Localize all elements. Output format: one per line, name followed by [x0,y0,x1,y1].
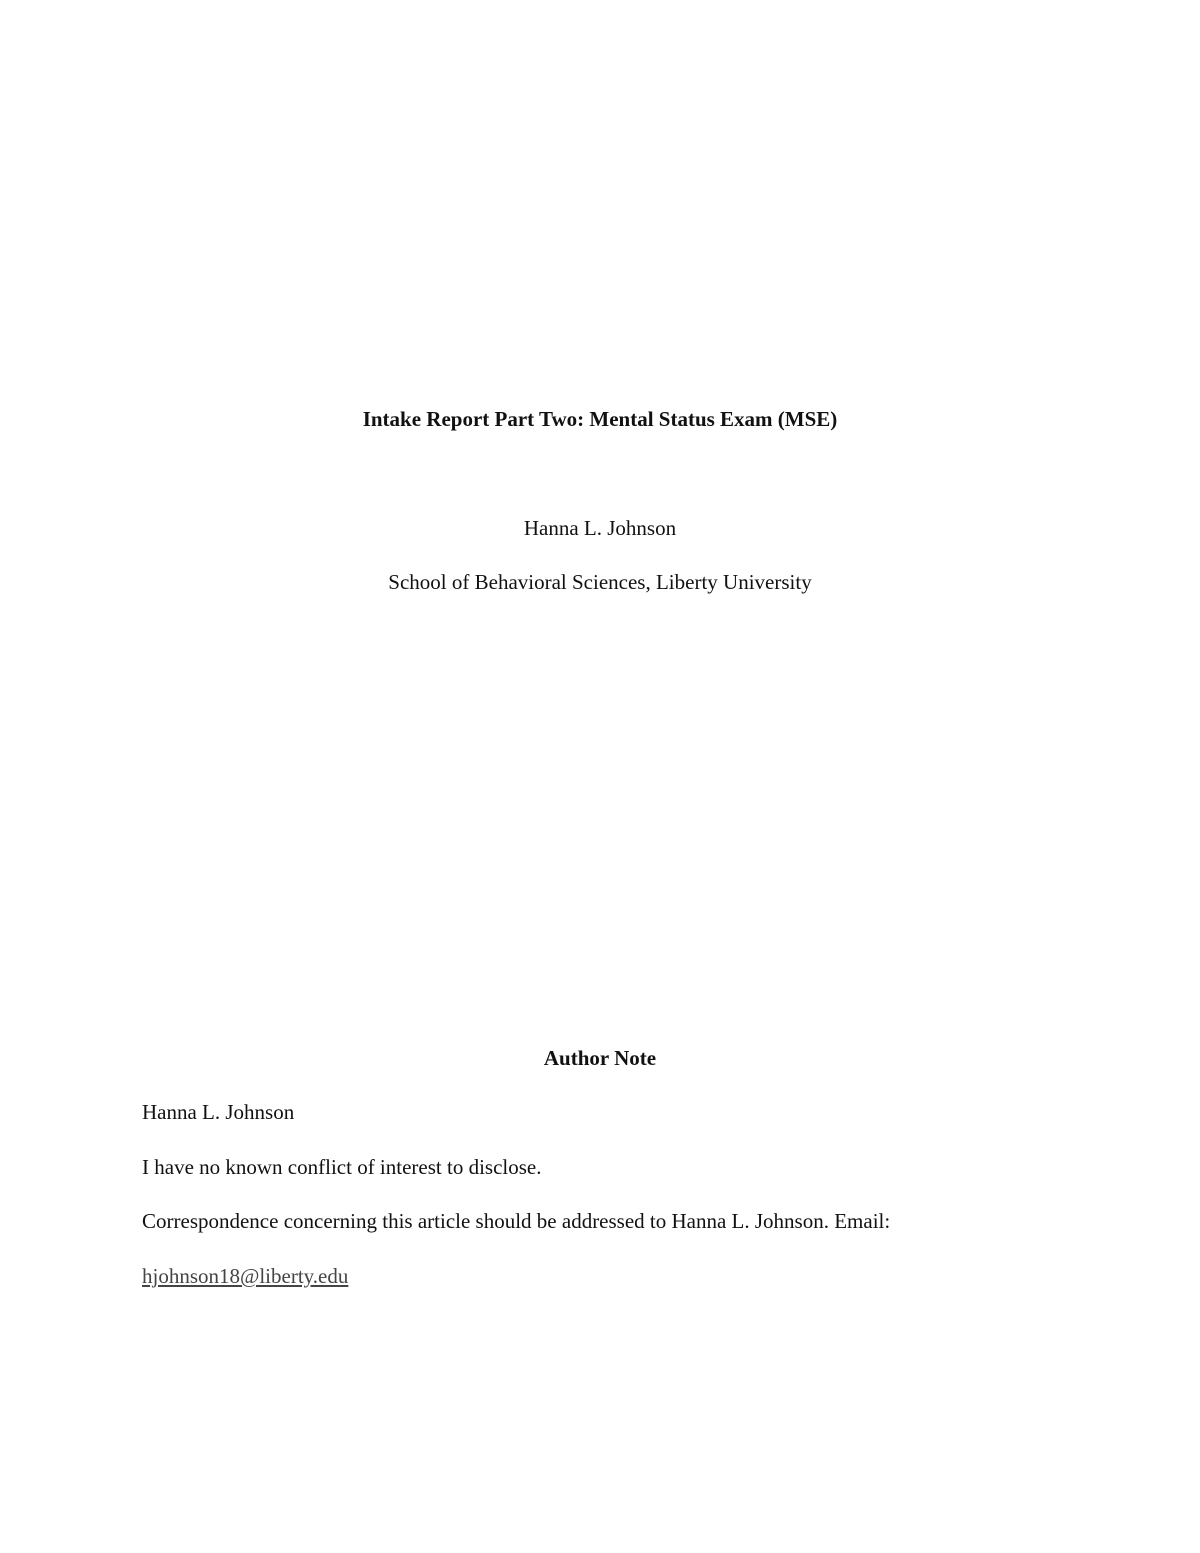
author-name: Hanna L. Johnson [523,516,677,540]
email-line [142,1263,348,1289]
author-email-link[interactable]: hjohnson18@liberty.edu [142,1264,349,1288]
author-affiliation: School of Behavioral Sciences, Liberty University [388,570,812,594]
paper-title: Intake Report Part Two: Mental Status Exam (MSE) [362,407,838,431]
conflict-of-interest-statement: I have no known conflict of interest to disclose. [142,1155,542,1179]
correspondence-statement: Correspondence concerning this article should be addressed to Hanna L. Johnson. Email: [142,1209,891,1233]
author-note-name: Hanna L. Johnson [142,1100,295,1124]
author-note-heading: Author Note [543,1046,657,1070]
